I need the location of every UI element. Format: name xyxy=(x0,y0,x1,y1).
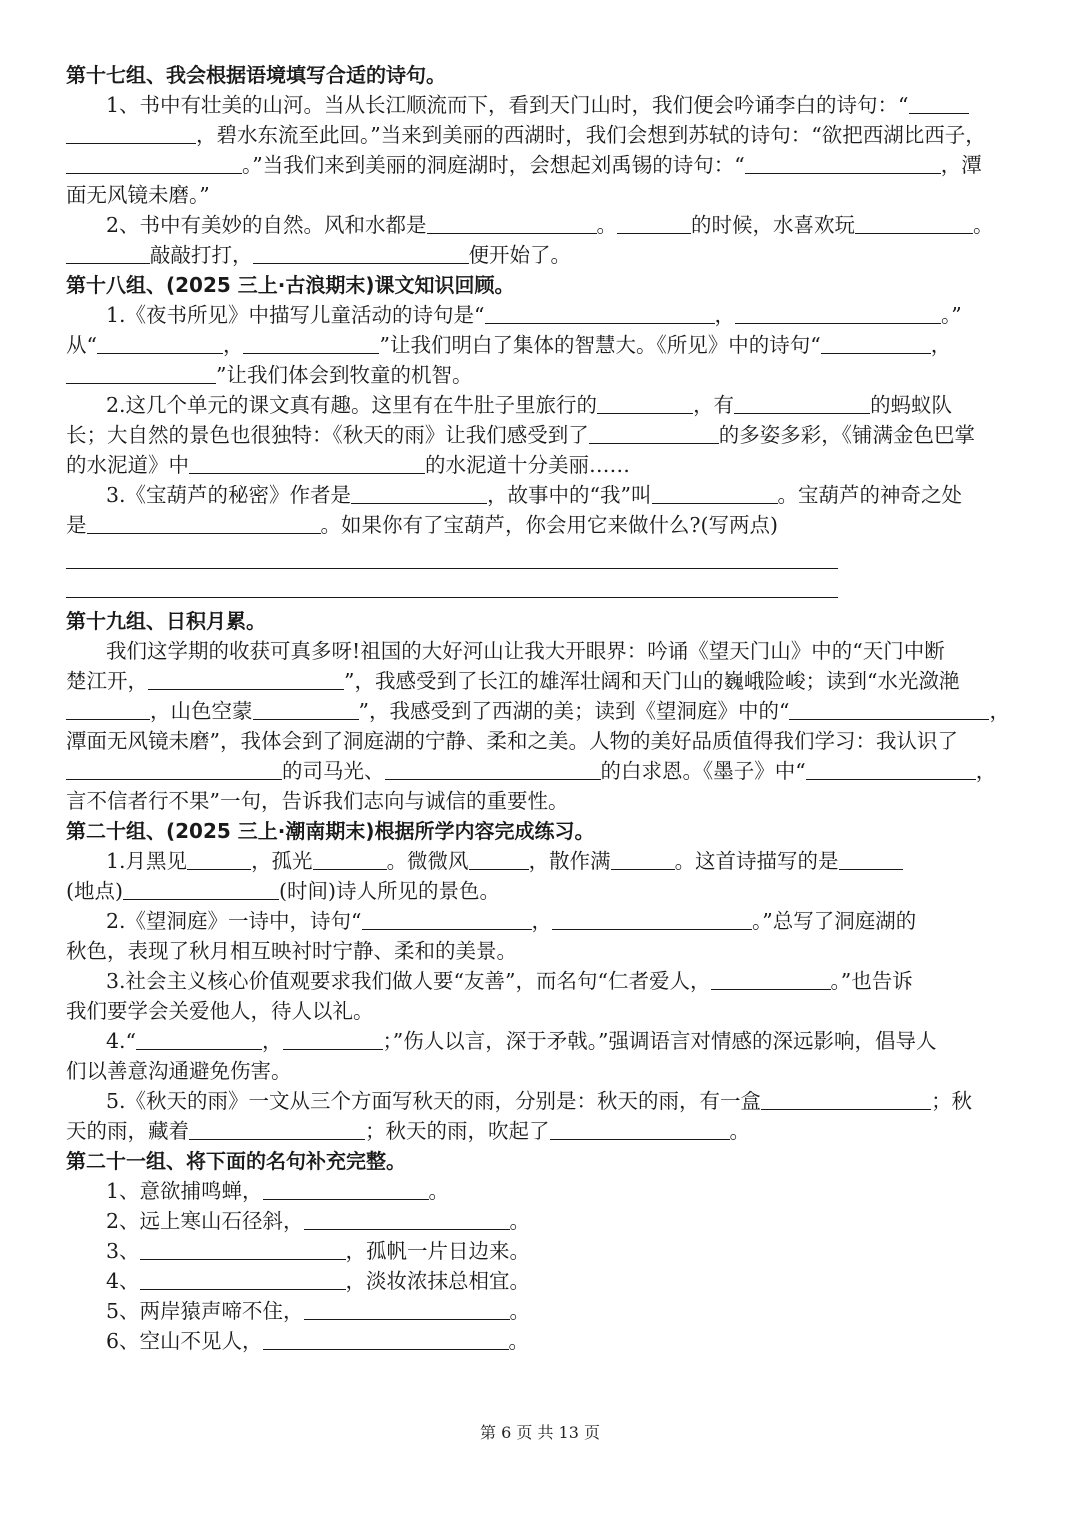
answer-blank[interactable] xyxy=(485,301,715,324)
g19-line-1: 我们这学期的收获可真多呀!祖国的大好河山让我大开眼界：吟诵《望天门山》中的“天门中断 xyxy=(106,639,945,663)
g19-line-6: 言不信者行不果”一句，告诉我们志向与诚信的重要性。 xyxy=(66,789,569,813)
g20-line-3: 2.《望洞庭》一诗中，诗句“ ， 。”总写了洞庭湖的 xyxy=(106,909,917,933)
g17-line-3: 。”当我们来到美丽的洞庭湖时，会想起刘禹锡的诗句：“ ，潭 xyxy=(66,150,1016,180)
section-heading-18: 第十八组、(2025 三上·古浪期末)课文知识回顾。 xyxy=(66,273,515,297)
worksheet-page xyxy=(66,60,1016,1356)
answer-blank[interactable] xyxy=(552,907,752,930)
g20-line-5: 3.社会主义核心价值观要求我们做人要“友善”，而名句“仁者爱人， 。”也告诉 xyxy=(106,969,913,993)
g20-line-10: 天的雨，藏着 ；秋天的雨，吹起了 。 xyxy=(66,1119,750,1143)
g21-item-3: 3、 ，孤帆一片日边来。 xyxy=(106,1239,531,1263)
answer-blank[interactable] xyxy=(652,481,778,504)
answer-line[interactable] xyxy=(66,569,838,598)
answer-blank[interactable] xyxy=(66,241,150,264)
answer-blank[interactable] xyxy=(283,1027,383,1050)
g20-line-7: 4.“ ， ；”伤人以言，深于矛戟。”强调语言对情感的深远影响，倡导人 xyxy=(106,1029,937,1053)
g17-line-1: 1、书中有壮美的山河。当从长江顺流而下，看到天门山时，我们便会吟诵李白的诗句：“ xyxy=(66,90,1016,120)
answer-blank[interactable] xyxy=(304,1207,510,1230)
g17-line-5: 2、书中有美妙的自然。风和水都是 。 的时候，水喜欢玩 。 xyxy=(106,213,994,237)
g17-line-2: ，碧水东流至此回。”当来到美丽的西湖时，我们会想到苏轼的诗句：“欲把西湖比西子， xyxy=(66,120,1016,150)
answer-blank[interactable] xyxy=(189,1117,365,1140)
g20-line-4: 秋色，表现了秋月相互映衬时宁静、柔和的美景。 xyxy=(66,939,517,963)
g18-line-3: ”让我们体会到牧童的机智。 xyxy=(66,360,1016,390)
g18-line-4: 2.这几个单元的课文真有趣。这里有在牛肚子里旅行的 ，有 的蚂蚁队 xyxy=(106,393,953,417)
g19-line-5: 的司马光、 的白求恩。《墨子》中“ ， xyxy=(66,756,1016,786)
answer-blank[interactable] xyxy=(362,907,532,930)
section-heading-19: 第十九组、日积月累。 xyxy=(66,609,266,633)
g20-line-1: 1.月黑见 ，孤光 。微微风 ，散作满 。这首诗描写的是 xyxy=(66,846,1016,876)
answer-blank[interactable] xyxy=(711,967,831,990)
answer-blank[interactable] xyxy=(611,847,675,870)
g21-item-1: 1、意欲捕鸣蝉， 。 xyxy=(106,1179,450,1203)
g21-item-4: 4、 ，淡妆浓抹总相宜。 xyxy=(106,1269,531,1293)
answer-blank[interactable] xyxy=(253,697,359,720)
g20-line-8: 们以善意沟通避免伤害。 xyxy=(66,1059,292,1083)
answer-blank[interactable] xyxy=(253,241,469,264)
g21-item-5: 5、两岸猿声啼不住， 。 xyxy=(106,1299,531,1323)
section-heading-20: 第二十组、(2025 三上·潮南期末)根据所学内容完成练习。 xyxy=(66,819,595,843)
answer-blank[interactable] xyxy=(140,1267,346,1290)
answer-blank[interactable] xyxy=(839,847,903,870)
g18-line-8: 是 。如果你有了宝葫芦，你会用它来做什么?(写两点) xyxy=(66,513,778,537)
g20-line-2: (地点) (时间)诗人所见的景色。 xyxy=(66,879,500,903)
answer-blank[interactable] xyxy=(806,757,976,780)
answer-blank[interactable] xyxy=(351,481,487,504)
answer-blank[interactable] xyxy=(263,1327,509,1350)
g17-line-6: 敲敲打打， 便开始了。 xyxy=(66,240,1016,270)
g20-line-9: 5.《秋天的雨》一文从三个方面写秋天的雨，分别是：秋天的雨，有一盒 ；秋 xyxy=(106,1089,973,1113)
answer-blank[interactable] xyxy=(745,151,941,174)
answer-blank[interactable] xyxy=(140,1237,346,1260)
g19-line-4: 潭面无风镜未磨”，我体会到了洞庭湖的宁静、柔和之美。人物的美好品质值得我们学习：我认识了 xyxy=(66,729,958,753)
answer-blank[interactable] xyxy=(263,1177,429,1200)
answer-blank[interactable] xyxy=(97,331,223,354)
answer-blank[interactable] xyxy=(597,391,693,414)
g19-line-3: ，山色空蒙 ”，我感受到了西湖的美；读到《望洞庭》中的“ ， xyxy=(66,696,1016,726)
answer-blank[interactable] xyxy=(734,391,870,414)
answer-blank[interactable] xyxy=(66,361,216,384)
answer-blank[interactable] xyxy=(66,697,150,720)
g18-line-2: 从“ ， ”让我们明白了集体的智慧大。《所见》中的诗句“ ， xyxy=(66,333,952,357)
answer-blank[interactable] xyxy=(123,877,279,900)
answer-blank[interactable] xyxy=(189,451,425,474)
answer-line[interactable] xyxy=(66,540,838,569)
answer-blank[interactable] xyxy=(87,511,321,534)
section-heading-21: 第二十一组、将下面的名句补充完整。 xyxy=(66,1149,406,1173)
answer-blank[interactable] xyxy=(909,91,969,114)
answer-blank[interactable] xyxy=(821,331,931,354)
answer-blank[interactable] xyxy=(761,1087,931,1110)
answer-blank[interactable] xyxy=(789,697,989,720)
g18-line-6: 的水泥道》中 的水泥道十分美丽…… xyxy=(66,453,630,477)
page-number: 第 6 页 共 13 页 xyxy=(480,1423,600,1442)
answer-blank[interactable] xyxy=(148,667,344,690)
answer-blank[interactable] xyxy=(855,211,973,234)
answer-blank[interactable] xyxy=(617,211,691,234)
g18-line-1: 1.《夜书所见》中描写儿童活动的诗句是“ ， 。” xyxy=(106,303,962,327)
g20-line-6: 我们要学会关爱他人，待人以礼。 xyxy=(66,999,374,1023)
section-heading-17: 第十七组、我会根据语境填写合适的诗句。 xyxy=(66,63,446,87)
g17-line-4: 面无风镜未磨。” xyxy=(66,183,210,207)
answer-blank[interactable] xyxy=(385,757,601,780)
answer-blank[interactable] xyxy=(589,421,719,444)
answer-blank[interactable] xyxy=(735,301,941,324)
g21-item-2: 2、远上寒山石径斜， 。 xyxy=(106,1209,531,1233)
answer-blank[interactable] xyxy=(427,211,597,234)
answer-blank[interactable] xyxy=(313,847,387,870)
answer-blank[interactable] xyxy=(469,847,529,870)
g18-line-5: 长；大自然的景色也很独特：《秋天的雨》让我们感受到了 的多姿多彩，《铺满金色巴掌 xyxy=(66,423,975,447)
answer-blank[interactable] xyxy=(66,151,242,174)
answer-blank[interactable] xyxy=(187,847,251,870)
g18-line-7: 3.《宝葫芦的秘密》作者是 ，故事中的“我”叫 。宝葫芦的神奇之处 xyxy=(106,483,963,507)
g19-line-2: 楚江开， ”，我感受到了长江的雄浑壮阔和天门山的巍峨险峻；读到“水光潋滟 xyxy=(66,669,960,693)
g21-item-6: 6、空山不见人， 。 xyxy=(106,1329,530,1353)
answer-blank[interactable] xyxy=(550,1117,730,1140)
answer-blank[interactable] xyxy=(136,1027,262,1050)
answer-blank[interactable] xyxy=(304,1297,510,1320)
answer-blank[interactable] xyxy=(66,757,282,780)
answer-blank[interactable] xyxy=(243,331,379,354)
answer-blank[interactable] xyxy=(66,121,196,144)
